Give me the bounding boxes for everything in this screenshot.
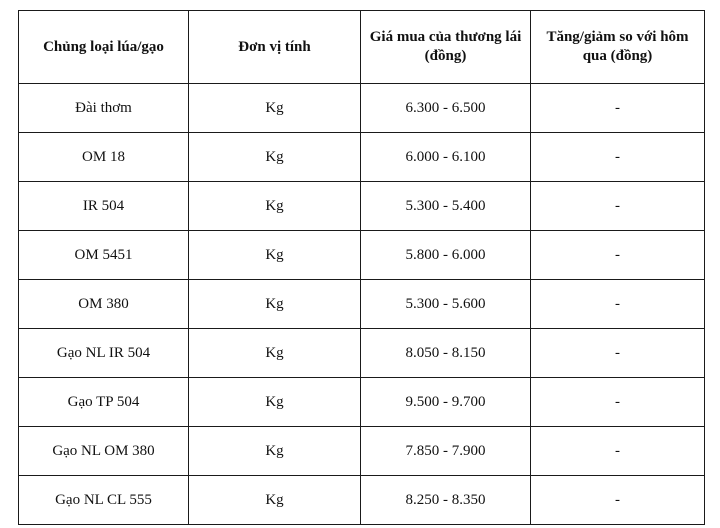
table-header (19, 11, 705, 84)
cell-rice-type: Đài thơm (19, 84, 189, 133)
cell-rice-type: Gạo TP 504 (19, 378, 189, 427)
cell-change: - (531, 378, 705, 427)
cell-unit: Kg (189, 84, 361, 133)
table-row (19, 231, 705, 280)
cell-unit: Kg (189, 182, 361, 231)
cell-rice-type: Gạo NL OM 380 (19, 427, 189, 476)
table-body (19, 84, 705, 525)
cell-price: 7.850 - 7.900 (361, 427, 531, 476)
cell-rice-type: OM 380 (19, 280, 189, 329)
cell-rice-type: IR 504 (19, 182, 189, 231)
cell-price: 5.800 - 6.000 (361, 231, 531, 280)
header-unit: Đơn vị tính (189, 11, 361, 84)
cell-change: - (531, 182, 705, 231)
cell-price: 5.300 - 5.600 (361, 280, 531, 329)
cell-change: - (531, 329, 705, 378)
cell-price: 9.500 - 9.700 (361, 378, 531, 427)
cell-unit: Kg (189, 133, 361, 182)
table-row (19, 182, 705, 231)
cell-price: 5.300 - 5.400 (361, 182, 531, 231)
cell-rice-type: Gạo NL IR 504 (19, 329, 189, 378)
table-row (19, 84, 705, 133)
cell-change: - (531, 280, 705, 329)
cell-price: 8.250 - 8.350 (361, 476, 531, 525)
cell-price: 8.050 - 8.150 (361, 329, 531, 378)
cell-change: - (531, 231, 705, 280)
cell-price: 6.300 - 6.500 (361, 84, 531, 133)
table-row (19, 378, 705, 427)
cell-unit: Kg (189, 427, 361, 476)
cell-change: - (531, 476, 705, 525)
table-row (19, 427, 705, 476)
cell-price: 6.000 - 6.100 (361, 133, 531, 182)
cell-change: - (531, 427, 705, 476)
header-trader-price: Giá mua của thương lái (đồng) (361, 11, 531, 84)
table-row (19, 133, 705, 182)
cell-rice-type: OM 18 (19, 133, 189, 182)
table-row (19, 280, 705, 329)
rice-price-table (18, 10, 705, 525)
cell-change: - (531, 84, 705, 133)
table-row (19, 476, 705, 525)
header-change: Tăng/giảm so với hôm qua (đồng) (531, 11, 705, 84)
cell-unit: Kg (189, 280, 361, 329)
header-row (19, 11, 705, 84)
cell-unit: Kg (189, 329, 361, 378)
header-rice-type: Chủng loại lúa/gạo (19, 11, 189, 84)
table-row (19, 329, 705, 378)
cell-rice-type: OM 5451 (19, 231, 189, 280)
cell-change: - (531, 133, 705, 182)
cell-unit: Kg (189, 476, 361, 525)
cell-rice-type: Gạo NL CL 555 (19, 476, 189, 525)
cell-unit: Kg (189, 231, 361, 280)
cell-unit: Kg (189, 378, 361, 427)
